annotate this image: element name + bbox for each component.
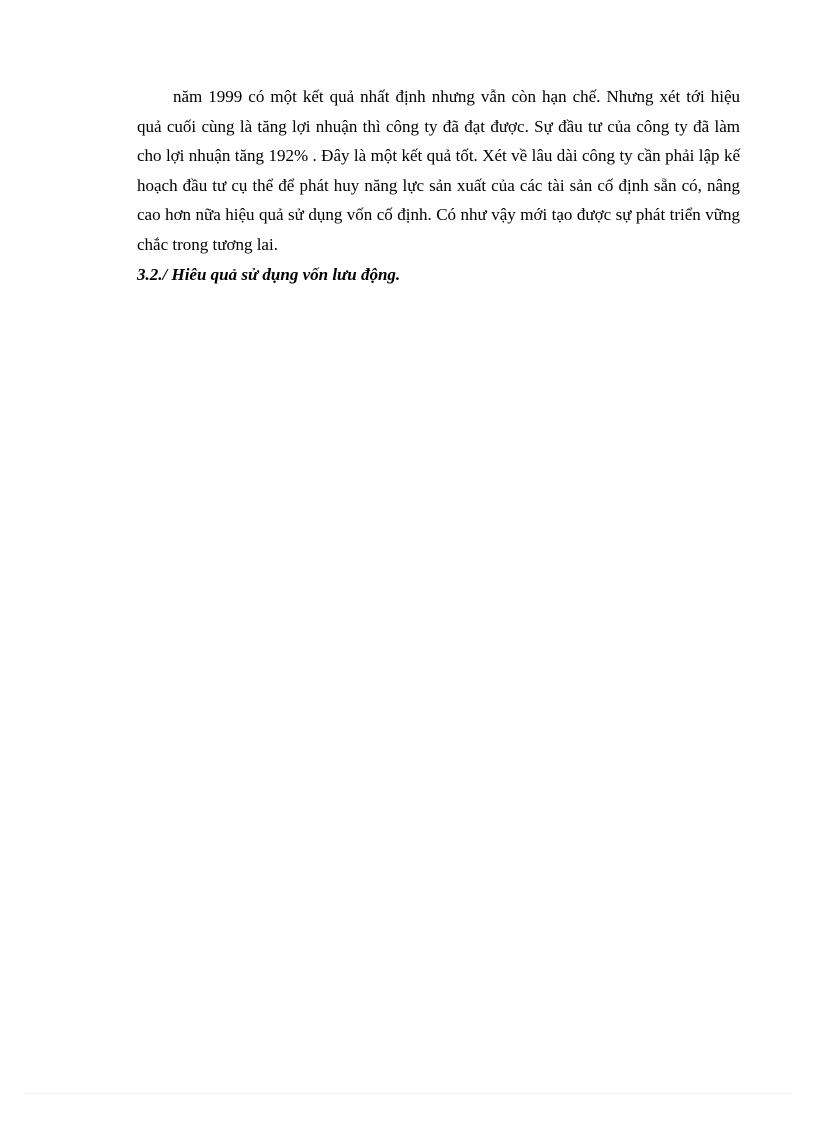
section-heading: 3.2./ Hiêu quả sử dụng vốn lưu động. [137,264,401,284]
page-content [137,82,740,289]
body-paragraph: năm 1999 có một kết quả nhất định nhưng vẫn còn hạn chế. Nhưng xét tới hiệu quả cuối cùng là tăng lợi nhuận thì công ty đã đạt được. Sự đầu tư của công ty đã làm cho lợi nhuận tăng 192% . Đây là một kết quả tốt. Xét về lâu dài công ty cần phải lập kế hoạch đầu tư cụ thể để phát huy năng lực sản xuất của các tài sản cố định sẵn có, nâng cao hơn nữa hiệu quả sử dụng vốn cố định. Có như vậy mới tạo được sự phát triển vững chắc trong tương lai. [137,87,740,254]
page-bottom-divider [24,1093,792,1094]
